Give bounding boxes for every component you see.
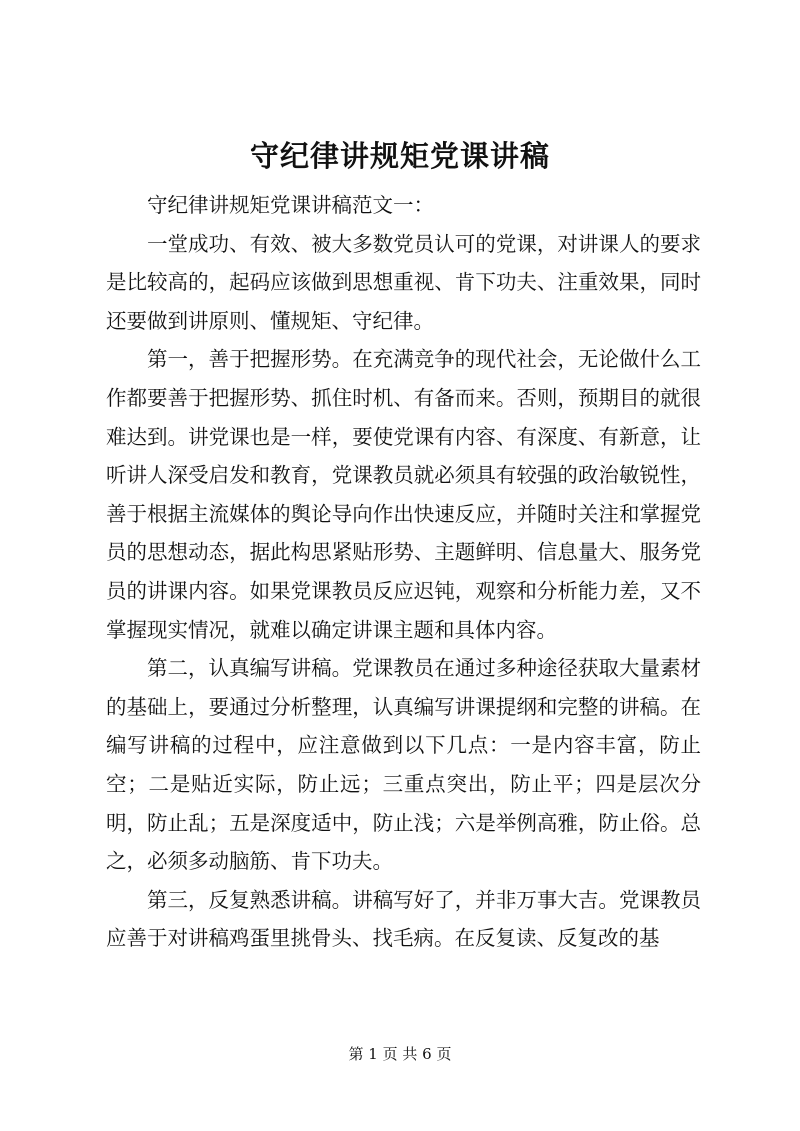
document-body bbox=[106, 186, 701, 958]
paragraph-4: 第三，反复熟悉讲稿。讲稿写好了，并非万事大吉。党课教员应善于对讲稿鸡蛋里挑骨头、找毛病。在反复读、反复改的基 bbox=[106, 887, 701, 951]
page-number-footer: 第 1 页 共 6 页 bbox=[348, 1045, 452, 1063]
paragraph-1: 一堂成功、有效、被大多数党员认可的党课，对讲课人的要求是比较高的，起码应该做到思想重视、肯下功夫、注重效果，同时还要做到讲原则、懂规矩、守纪律。 bbox=[106, 231, 701, 333]
document-title: 守纪律讲规矩党课讲稿 bbox=[249, 139, 550, 173]
paragraph-intro: 守纪律讲规矩党课讲稿范文一： bbox=[147, 193, 434, 217]
paragraph-3: 第二，认真编写讲稿。党课教员在通过多种途径获取大量素材的基础上，要通过分析整理，认真编写讲课提纲和完整的讲稿。在编写讲稿的过程中，应注意做到以下几点：一是内容丰富，防止空；二是贴近实际，防止远；三重点突出，防止平；四是层次分明，防止乱；五是深度适中，防止浅；六是举例高雅，防止俗。总之，必须多动脑筋、肯下功夫。 bbox=[106, 656, 701, 874]
paragraph-2: 第一，善于把握形势。在充满竞争的现代社会，无论做什么工作都要善于把握形势、抓住时机、有备而来。否则，预期目的就很难达到。讲党课也是一样，要使党课有内容、有深度、有新意，让听讲人深受启发和教育，党课教员就必须具有较强的政治敏锐性，善于根据主流媒体的舆论导向作出快速反应，并随时关注和掌握党员的思想动态，据此构思紧贴形势、主题鲜明、信息量大、服务党员的讲课内容。如果党课教员反应迟钝，观察和分析能力差，又不掌握现实情况，就难以确定讲课主题和具体内容。 bbox=[106, 347, 701, 642]
